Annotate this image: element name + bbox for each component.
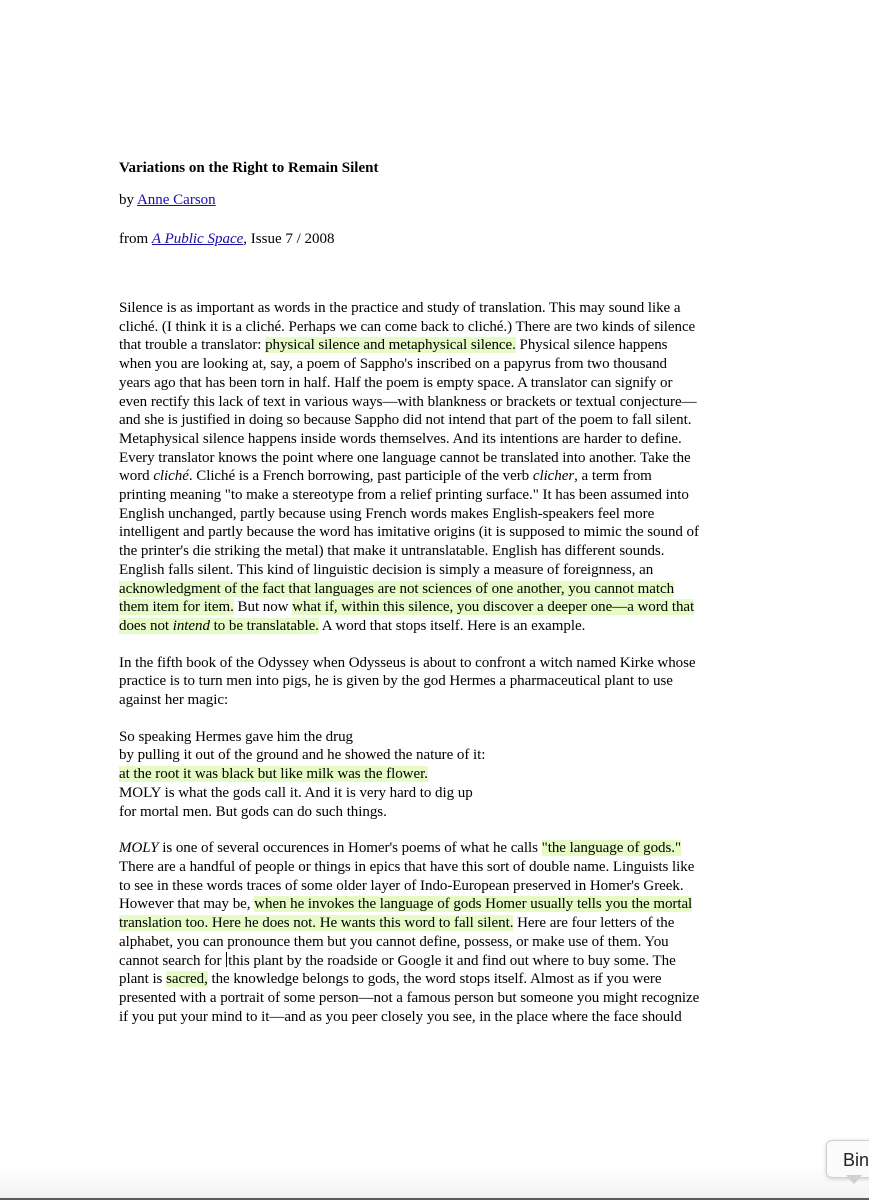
text-line [119,505,759,524]
text-segment: alphabet, you can pronounce them but you cannot define, possess, or make use of them. You [119,933,669,950]
text-segment: printing meaning "to make a stereotype from a relief printing surface." It has been assumed into [119,487,689,504]
text-segment: to see in these words traces of some older layer of Indo-European preserved in Homer's Greek. [119,877,684,894]
text-segment: Every translator knows the point where one language cannot be translated into another. Take the [119,449,691,466]
text-segment: MOLY is what the gods call it. And it is very hard to dig up [119,784,473,801]
text-segment: even rectify this lack of text in various ways—with blankness or brackets or textual conjecture— [119,393,697,410]
text-segment: . Cliché is a French borrowing, past participle of the verb [188,468,533,485]
article-title: Variations on the Right to Remain Silent [119,160,379,176]
text-segment: , a term from [574,468,652,485]
text-line [119,617,759,636]
paragraph [119,728,759,822]
text-line [119,411,759,430]
text-segment: English falls silent. This kind of linguistic decision is simply a measure of foreignness, an [119,561,654,578]
text-segment: cannot search for [119,952,226,969]
highlighted-text: does not [119,617,173,634]
text-segment: cliché [153,468,189,485]
text-line [119,858,759,877]
text-segment: this plant by the roadside or Google it and find out where to buy some. The [228,952,676,969]
text-segment: the knowledge belongs to gods, the word stops itself. Almost as if you were [207,971,662,988]
text-segment: when you are looking at, say, a poem of Sappho's inscribed on a papyrus from two thousand [119,356,668,373]
text-segment: MOLY [119,840,159,857]
text-line [119,336,759,355]
popup-pointer [846,1175,862,1184]
bin-label: Bin [843,1150,869,1170]
text-segment: Metaphysical silence happens inside words themselves. And its intentions are harder to define. [119,430,682,447]
text-line [119,1008,759,1027]
text-segment: and she is justified in doing so because Sappho did not intend that part of the poem to fall silent. [119,412,692,429]
text-line [119,672,759,691]
highlighted-text: "the language of gods." [541,840,682,857]
text-segment: for mortal men. But gods can do such things. [119,803,387,820]
text-segment: by pulling it out of the ground and he showed the nature of it: [119,747,486,764]
text-line [119,746,759,765]
text-segment: A word that stops itself. Here is an example. [318,617,586,634]
text-segment: against her magic: [119,692,229,709]
text-segment: However that may be, [119,896,255,913]
text-segment: English unchanged, partly because using French words makes English-speakers feel more [119,505,655,522]
text-line [119,895,759,914]
text-line [119,839,759,858]
text-segment: Here are four letters of the [513,915,675,932]
text-line [119,467,759,486]
highlighted-text: translation too. Here he does not. He wants this word to fall silent. [119,915,514,932]
text-line [119,430,759,449]
source-line [119,229,759,249]
paragraph [119,654,759,710]
text-line [119,933,759,952]
text-segment: In the fifth book of the Odyssey when Odysseus is about to confront a witch named Kirke whose [119,654,696,671]
author-link[interactable]: Anne Carson [136,192,216,208]
text-line [119,877,759,896]
text-segment: presented with a portrait of some person—not a famous person but someone you might recognize [119,989,700,1006]
text-segment: But now [233,599,293,616]
text-segment: years ago that has been torn in half. Half the poem is empty space. A translator can signify or [119,374,673,391]
highlighted-text: them item for item. [119,599,234,616]
highlighted-text: at the root it was black but like milk was the flower. [119,766,428,783]
text-segment: clicher [532,468,575,485]
highlighted-text: intend [172,617,210,634]
text-segment: plant is [119,971,167,988]
byline [119,190,759,210]
article-body [119,299,759,1026]
text-line [119,914,759,933]
text-segment: that trouble a translator: [119,337,266,354]
highlighted-text: acknowledgment of the fact that languages are not sciences of one another, you cannot match [119,580,675,597]
paragraph [119,839,759,1026]
highlighted-text: to be translatable. [209,617,319,634]
text-line [119,486,759,505]
text-line [119,765,759,784]
publication-link[interactable]: A Public Space [151,231,244,247]
text-segment: is one of several occurences in Homer's poems of what he calls [158,840,542,857]
text-segment: if you put your mind to it—and as you peer closely you see, in the place where the face should [119,1008,682,1025]
text-segment: word [119,468,154,485]
text-segment: intelligent and partly because the word has imitative origins (it is supposed to mimic the sound of [119,524,699,541]
bottom-toolbar [0,1166,869,1200]
text-line [119,393,759,412]
text-cursor [226,952,227,967]
text-segment: Silence is as important as words in the practice and study of translation. This may sound like a [119,300,681,316]
highlighted-text: physical silence and metaphysical silence. [265,337,516,354]
text-line [119,970,759,989]
text-line [119,449,759,468]
text-line [119,952,759,971]
text-segment: cliché. (I think it is a cliché. Perhaps we can come back to cliché.) There are two kinds of silence [119,318,696,335]
by-prefix: by [119,192,137,208]
text-line [119,542,759,561]
text-line [119,580,759,599]
issue-info: , Issue 7 / 2008 [243,231,335,247]
bin-popup-button[interactable] [826,1140,869,1178]
text-line [119,318,759,337]
text-line [119,355,759,374]
from-prefix: from [119,231,152,247]
text-line [119,654,759,673]
text-line [119,784,759,803]
paragraph [119,299,759,636]
text-line [119,728,759,747]
text-segment: So speaking Hermes gave him the drug [119,728,353,745]
text-line [119,561,759,580]
highlighted-text: when he invokes the language of gods Homer usually tells you the mortal [254,896,693,913]
text-line [119,374,759,393]
text-line [119,523,759,542]
text-segment: There are a handful of people or things in epics that have this sort of double name. Linguists like [119,858,695,875]
text-line [119,598,759,617]
text-segment: the printer's die striking the metal) that make it untranslatable. English has different sounds. [119,543,665,560]
highlighted-text: what if, within this silence, you discover a deeper one—a word that [292,599,695,616]
highlighted-text: sacred, [166,971,208,988]
text-line [119,803,759,822]
text-line [119,989,759,1008]
text-line [119,299,759,318]
text-line [119,691,759,710]
article [119,157,759,1044]
text-segment: practice is to turn men into pigs, he is given by the god Hermes a pharmaceutical plant to use [119,673,673,690]
text-segment: Physical silence happens [515,337,668,354]
